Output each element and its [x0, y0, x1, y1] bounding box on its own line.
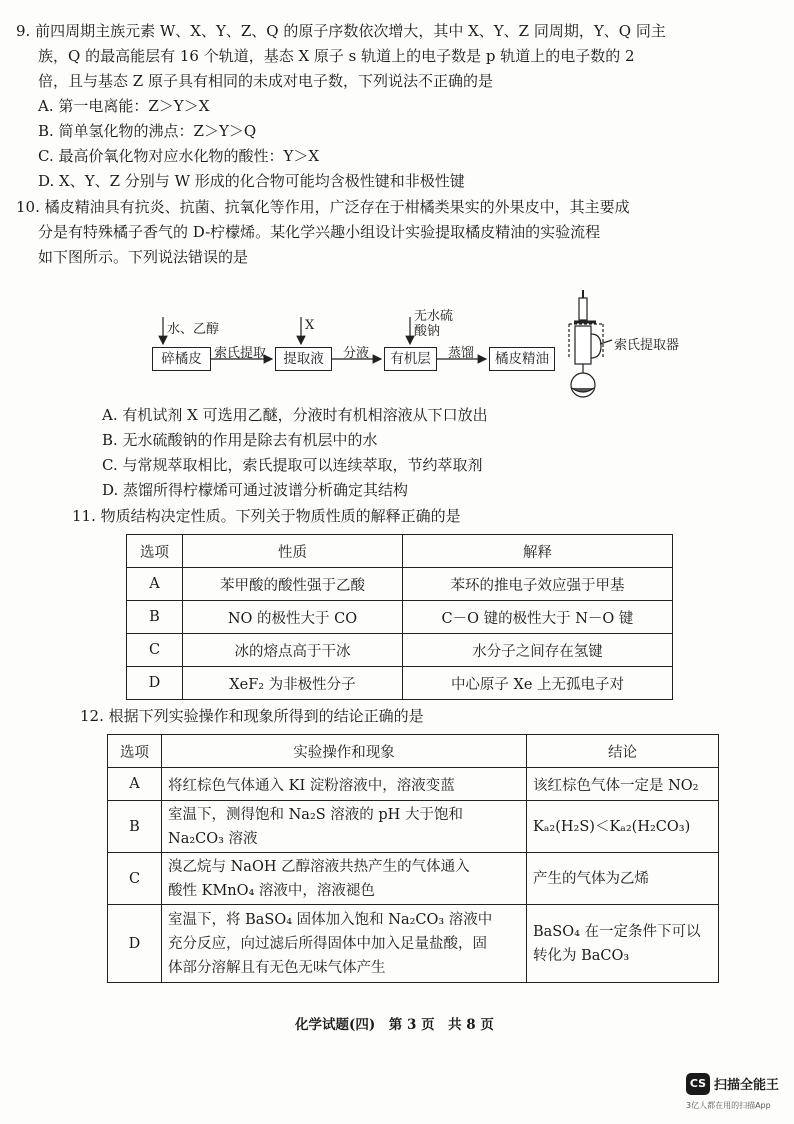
row-option: B [127, 601, 183, 634]
table-row [127, 601, 673, 634]
table-header-row [108, 735, 719, 768]
page-footer: 化学试题(四) 第 3 页 共 8 页 [295, 1017, 494, 1033]
flow-box-crushed-peel: 碎橘皮 [152, 347, 211, 371]
row-operation [162, 853, 527, 905]
soxhlet-apparatus-icon [569, 290, 612, 397]
table-row [127, 634, 673, 667]
table-header-row [127, 535, 673, 568]
q10-option-b: B. 无水硫酸钠的作用是除去有机层中的水 [102, 431, 378, 449]
flow-input-3 [414, 309, 453, 339]
camscanner-name: 扫描全能王 [714, 1078, 780, 1093]
q9-stem-line-1: 9. 前四周期主族元素 W、X、Y、Z、Q 的原子序数依次增大，其中 X、Y、Z 同周期，Y、Q 同主 [16, 22, 666, 40]
header-option: 选项 [127, 535, 183, 568]
conclusion-line: 转化为 BaCO₃ [533, 947, 630, 964]
q11-table [126, 534, 673, 700]
operation-line: 将红棕色气体通入 KI 淀粉溶液中，溶液变蓝 [168, 777, 455, 794]
table-row [127, 568, 673, 601]
table-row [108, 853, 719, 905]
row-conclusion [527, 905, 719, 983]
row-operation [162, 905, 527, 983]
table-row [108, 905, 719, 983]
operation-line: 室温下，测得饱和 Na₂S 溶液的 pH 大于饱和 [168, 806, 463, 823]
q9-option-a: A. 第一电离能：Z＞Y＞X [38, 97, 210, 115]
header-explanation: 解释 [403, 535, 673, 568]
camscanner-tagline: 3亿人都在用的扫描App [686, 1101, 771, 1110]
flow-input-1: 水、乙醇 [167, 322, 220, 337]
operation-line: 充分反应，向过滤后所得固体中加入足量盐酸，固 [168, 935, 487, 952]
q10-stem-line-1: 10. 橘皮精油具有抗炎、抗菌、抗氧化等作用，广泛存在于柑橘类果实的外果皮中，其主要成 [16, 198, 630, 216]
row-explanation: C－O 键的极性大于 N－O 键 [403, 601, 673, 634]
flow-step-separation: 分液 [343, 346, 370, 361]
q10-option-c: C. 与常规萃取相比，索氏提取可以连续萃取，节约萃取剂 [102, 456, 483, 474]
q12-stem: 12. 根据下列实验操作和现象所得到的结论正确的是 [80, 707, 424, 725]
q9-option-b: B. 简单氢化物的沸点：Z＞Y＞Q [38, 122, 257, 140]
q9-option-d: D. X、Y、Z 分别与 W 形成的化合物可能均含极性键和非极性键 [38, 172, 465, 190]
row-conclusion [527, 853, 719, 905]
flow-step-distillation: 蒸馏 [448, 346, 475, 361]
flow-step-soxhlet: 索氏提取 [214, 346, 267, 361]
conclusion-line: Kₐ₂(H₂S)＜Kₐ₂(H₂CO₃) [533, 818, 691, 835]
flow-box-peel-oil: 橘皮精油 [489, 347, 555, 371]
camscanner-logo-icon: CS [686, 1073, 710, 1095]
row-option: C [108, 853, 162, 905]
q10-option-d: D. 蒸馏所得柠檬烯可通过波谱分析确定其结构 [102, 481, 409, 499]
flow-input-3-line-2: 酸钠 [414, 324, 441, 339]
row-explanation: 中心原子 Xe 上无孤电子对 [403, 667, 673, 700]
row-conclusion [527, 768, 719, 801]
flow-input-2: X [305, 318, 315, 333]
row-option: A [127, 568, 183, 601]
conclusion-line: BaSO₄ 在一定条件下可以 [533, 923, 701, 940]
operation-line: 体部分溶解且有无色无味气体产生 [168, 959, 386, 976]
row-property: NO 的极性大于 CO [183, 601, 403, 634]
q11-stem: 11. 物质结构决定性质。下列关于物质性质的解释正确的是 [72, 507, 461, 525]
header-operation: 实验操作和现象 [162, 735, 527, 768]
row-property: 苯甲酸的酸性强于乙酸 [183, 568, 403, 601]
q9-option-c: C. 最高价氧化物对应水化物的酸性：Y＞X [38, 147, 320, 165]
row-operation [162, 801, 527, 853]
table-row [108, 801, 719, 853]
q9-stem-line-2: 族，Q 的最高能层有 16 个轨道，基态 X 原子 s 轨道上的电子数是 p 轨道上的电子数的 2 [38, 47, 635, 65]
operation-line: 酸性 KMnO₄ 溶液中，溶液褪色 [168, 882, 375, 899]
q10-option-a: A. 有机试剂 X 可选用乙醚，分液时有机相溶液从下口放出 [102, 406, 488, 424]
flow-box-organic-layer: 有机层 [384, 347, 437, 371]
row-option: B [108, 801, 162, 853]
operation-line: 溴乙烷与 NaOH 乙醇溶液共热产生的气体通入 [168, 858, 470, 875]
row-explanation: 苯环的推电子效应强于甲基 [403, 568, 673, 601]
table-row [127, 667, 673, 700]
row-option: A [108, 768, 162, 801]
q12-table [107, 734, 719, 983]
apparatus-label: 索氏提取器 [614, 338, 680, 353]
row-option: D [127, 667, 183, 700]
header-conclusion: 结论 [527, 735, 719, 768]
flow-box-extract: 提取液 [275, 347, 332, 371]
table-row [108, 768, 719, 801]
row-conclusion [527, 801, 719, 853]
conclusion-line: 该红棕色气体一定是 NO₂ [533, 777, 699, 794]
flow-input-3-line-1: 无水硫 [414, 309, 454, 324]
row-explanation: 水分子之间存在氢键 [403, 634, 673, 667]
row-property: 冰的熔点高于干冰 [183, 634, 403, 667]
q10-stem-line-3: 如下图所示。下列说法错误的是 [38, 248, 249, 266]
row-option: C [127, 634, 183, 667]
row-option: D [108, 905, 162, 983]
row-operation [162, 768, 527, 801]
row-property: XeF₂ 为非极性分子 [183, 667, 403, 700]
operation-line: Na₂CO₃ 溶液 [168, 830, 258, 847]
operation-line: 室温下，将 BaSO₄ 固体加入饱和 Na₂CO₃ 溶液中 [168, 911, 493, 928]
conclusion-line: 产生的气体为乙烯 [533, 870, 649, 887]
q10-stem-line-2: 分是有特殊橘子香气的 D-柠檬烯。某化学兴趣小组设计实验提取橘皮精油的实验流程 [38, 223, 601, 241]
header-option: 选项 [108, 735, 162, 768]
q9-stem-line-3: 倍，且与基态 Z 原子具有相同的未成对电子数，下列说法不正确的是 [38, 72, 493, 90]
header-property: 性质 [183, 535, 403, 568]
